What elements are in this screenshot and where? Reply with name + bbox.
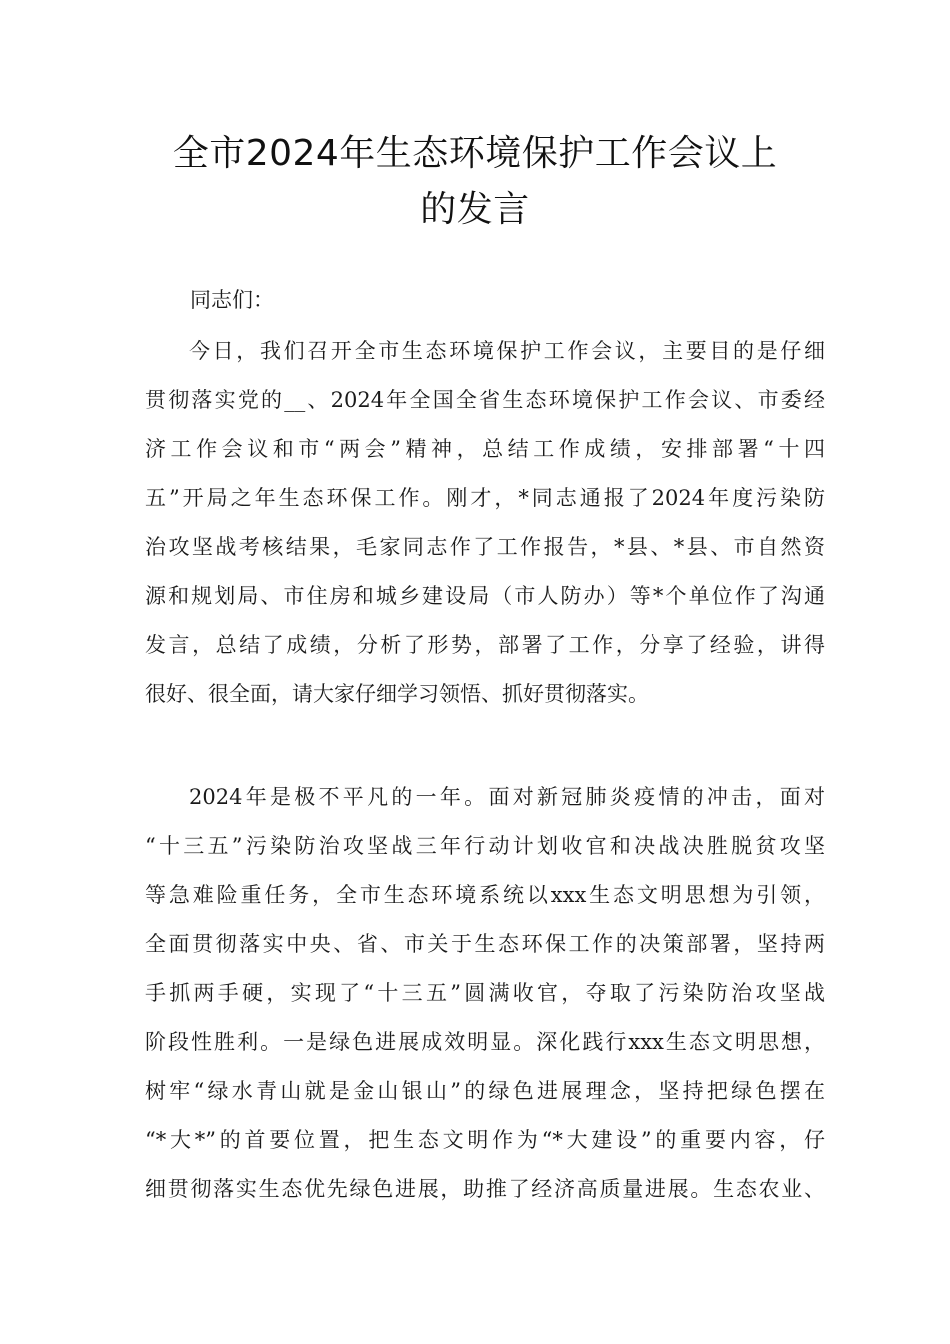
paragraph-line: 等急难险重任务，全市生态环境系统以xxx生态文明思想为引领， [145,883,825,907]
title-line-2: 的发言 [420,189,530,230]
paragraph-1 [145,327,825,719]
paragraph-line: 源和规划局、市住房和城乡建设局（市人防办）等*个单位作了沟通 [145,584,825,608]
document-title [120,126,830,238]
paragraph-line: 今日，我们召开全市生态环境保护工作会议，主要目的是仔细 [189,339,825,363]
paragraph-line: 手抓两手硬，实现了“十三五”圆满收官，夺取了污染防治攻坚战 [145,981,825,1005]
paragraph-line: 很好、很全面，请大家仔细学习领悟、抓好贯彻落实。 [145,682,649,706]
paragraph-line: “十三五”污染防治攻坚战三年行动计划收官和决战决胜脱贫攻坚 [145,834,825,858]
paragraph-line: 树牢“绿水青山就是金山银山”的绿色进展理念，坚持把绿色摆在 [145,1079,825,1103]
paragraph-line: 全面贯彻落实中央、省、市关于生态环保工作的决策部署，坚持两 [145,932,825,956]
paragraph-line: 发言，总结了成绩，分析了形势，部署了工作，分享了经验，讲得 [145,633,825,657]
paragraph-line: 细贯彻落实生态优先绿色进展，助推了经济高质量进展。生态农业、 [145,1177,825,1201]
paragraph-line: “*大*”的首要位置，把生态文明作为“*大建设”的重要内容，仔 [145,1128,825,1152]
paragraph-line: 五”开局之年生态环保工作。刚才，*同志通报了2024年度污染防 [145,486,825,510]
paragraph-line: 济工作会议和市“两会”精神，总结工作成绩，安排部署“十四 [145,437,825,461]
paragraph-2 [145,773,825,1214]
salutation: 同志们： [190,288,274,312]
paragraph-line: 阶段性胜利。一是绿色进展成效明显。深化践行xxx生态文明思想， [145,1030,825,1054]
paragraph-line: 2024年是极不平凡的一年。面对新冠肺炎疫情的冲击，面对 [189,785,825,809]
paragraph-line: 治攻坚战考核结果，毛家同志作了工作报告，*县、*县、市自然资 [145,535,825,559]
title-line-1: 全市2024年生态环境保护工作会议上 [172,133,778,174]
paragraph-line: 贯彻落实党的__、2024年全国全省生态环境保护工作会议、市委经 [145,388,825,412]
